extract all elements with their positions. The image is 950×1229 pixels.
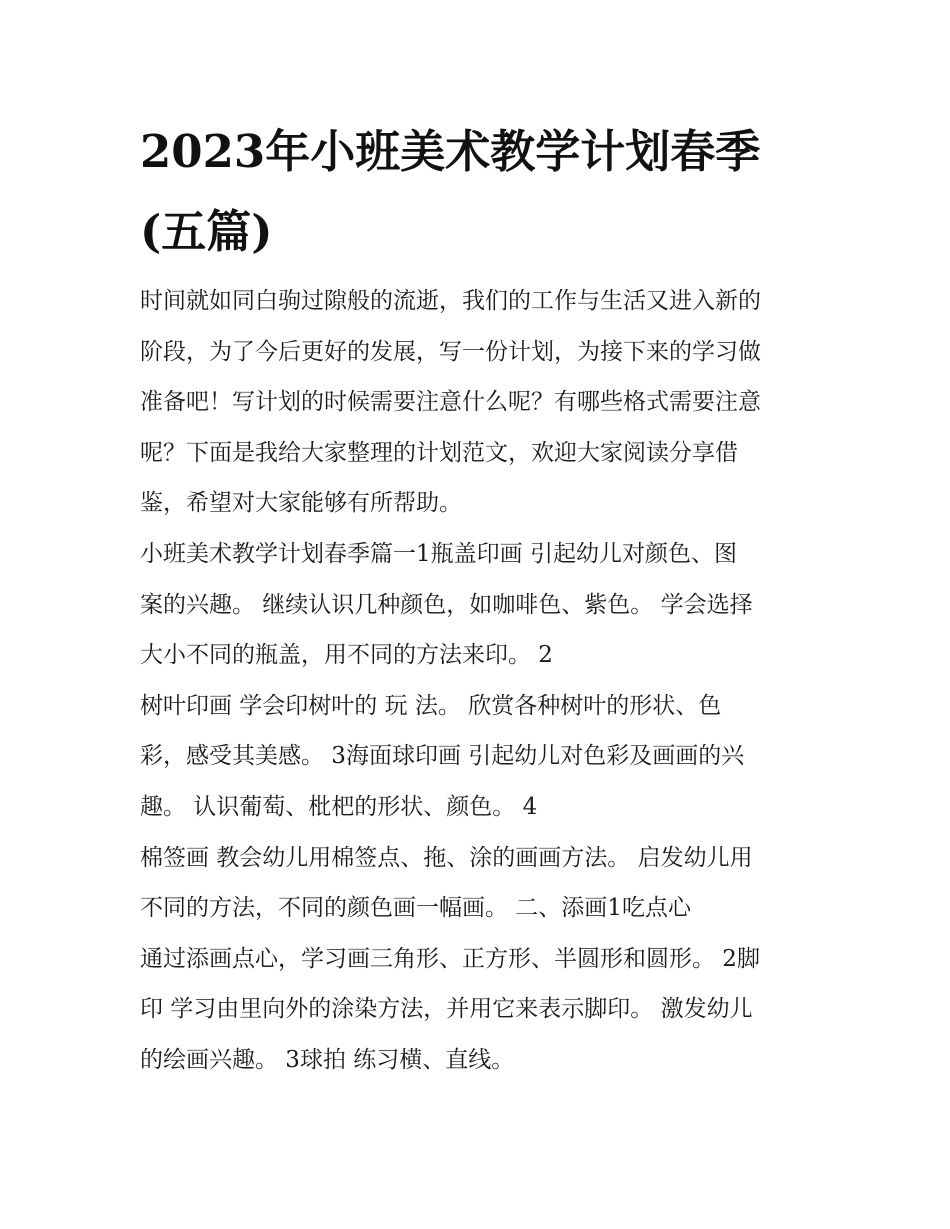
- body-line: 阶段，为了今后更好的发展，写一份计划，为接下来的学习做: [140, 339, 761, 365]
- body-line: 通过添画点心，学习画三角形、正方形、半圆形和圆形。 2脚: [140, 946, 760, 972]
- body-line: 小班美术教学计划春季篇一1瓶盖印画 引起幼儿对颜色、图: [140, 541, 737, 567]
- body-line: 趣。 认识葡萄、枇杷的形状、颜色。 4: [140, 794, 538, 820]
- body-line: 树叶印画 学会印树叶的 玩 法。 欣赏各种树叶的形状、色: [140, 693, 722, 719]
- body-line: 的绘画兴趣。 3球拍 练习横、直线。: [140, 1047, 515, 1073]
- body-line: 棉签画 教会幼儿用棉签点、拖、涂的画画方法。 启发幼儿用: [140, 845, 753, 871]
- body-line: 印 学习由里向外的涂染方法，并用它来表示脚印。 激发幼儿: [140, 996, 753, 1022]
- body-line: 时间就如同白驹过隙般的流逝，我们的工作与生活又进入新的: [140, 288, 761, 314]
- body-line: 彩，感受其美感。 3海面球印画 引起幼儿对色彩及画画的兴: [140, 743, 745, 769]
- title-line-2: (五篇): [140, 205, 273, 258]
- title-line-1: 2023年小班美术教学计划春季: [140, 125, 761, 178]
- document-title: [140, 112, 830, 272]
- body-line: 案的兴趣。 继续认识几种颜色，如咖啡色、紫色。 学会选择: [140, 592, 753, 618]
- body-line: 鉴，希望对大家能够有所帮助。: [140, 490, 462, 516]
- body-line: 呢？下面是我给大家整理的计划范文，欢迎大家阅读分享借: [140, 440, 738, 466]
- body-line: 准备吧！写计划的时候需要注意什么呢？有哪些格式需要注意: [140, 389, 761, 415]
- body-line: 不同的方法，不同的颜色画一幅画。 二、添画1吃点心: [140, 895, 691, 921]
- body-line: 大小不同的瓶盖，用不同的方法来印。 2: [140, 642, 553, 668]
